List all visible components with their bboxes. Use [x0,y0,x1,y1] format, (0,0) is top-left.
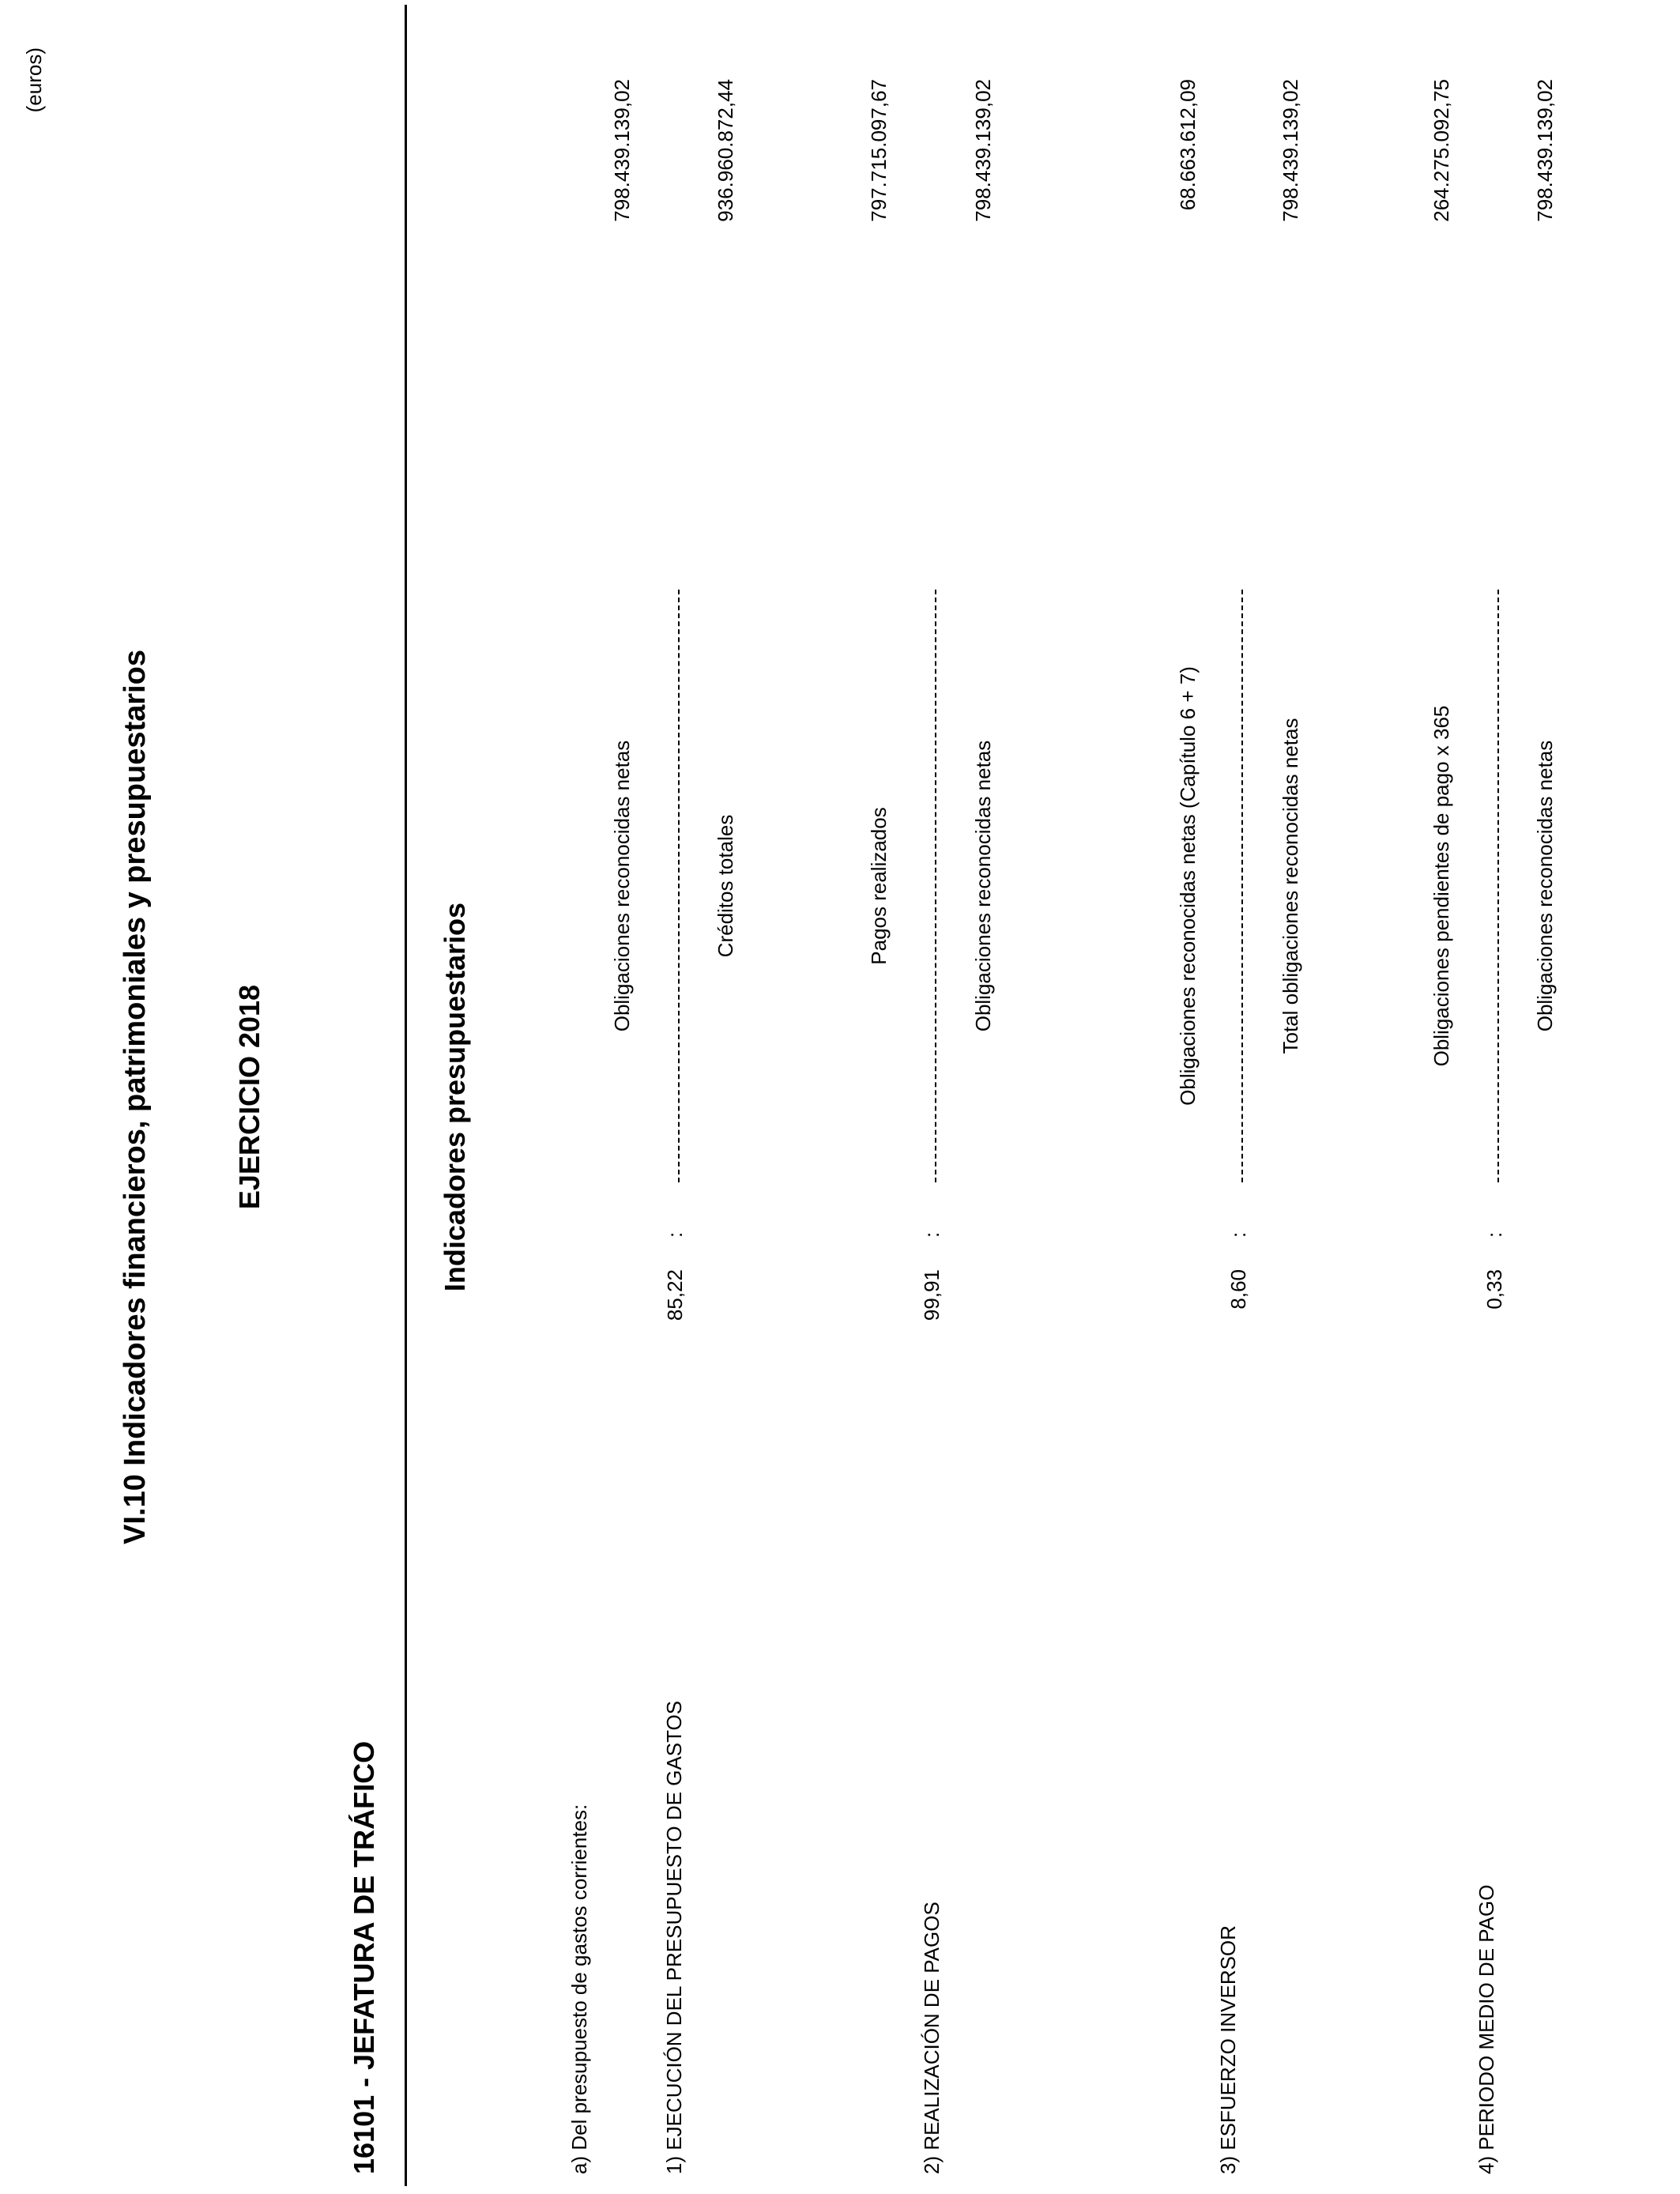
denominator-text: Total obligaciones reconocidas netas [1279,718,1302,1054]
document-title: VI.10 Indicadores financieros, patrimoniales y presupuestarios [119,650,152,1544]
denominator-amount: 798.439.139,02 [1279,79,1302,222]
denominator-amount: 798.439.139,02 [1533,79,1557,222]
numerator-amount: 264.275.092,75 [1430,79,1453,222]
indicator-colon: : [663,1231,687,1238]
numerator-amount: 797.715.097,67 [867,79,891,222]
fraction-line [678,590,680,1182]
numerator-amount: 68.663.612,09 [1176,79,1200,211]
indicator-value: 8,60 [1226,1269,1250,1310]
header-divider [405,5,407,2186]
indicator-label: 2) REALIZACIÓN DE PAGOS [920,1902,944,2174]
denominator-text: Créditos totales [714,814,737,958]
numerator-text: Obligaciones reconocidas netas (Capítulo 6 + 7) [1176,666,1200,1106]
indicator-value: 0,33 [1482,1269,1506,1310]
indicator-colon: : [920,1231,944,1238]
numerator-amount: 798.439.139,02 [610,79,634,222]
numerator-text: Pagos realizados [867,807,891,965]
denominator-text: Obligaciones reconocidas netas [1533,740,1557,1032]
fraction-line [935,590,936,1182]
section-title: Indicadores presupuestarios [439,902,471,1292]
indicator-label: 1) EJECUCIÓN DEL PRESUPUESTO DE GASTOS [662,1700,686,2174]
denominator-amount: 936.960.872,44 [714,79,737,222]
fraction-line [1241,590,1243,1182]
denominator-text: Obligaciones reconocidas netas [971,740,995,1032]
fraction-line [1497,590,1499,1182]
numerator-text: Obligaciones reconocidas netas [610,740,634,1032]
denominator-amount: 798.439.139,02 [971,79,995,222]
indicator-colon: : [1482,1231,1506,1238]
section-subtitle: a) Del presupuesto de gastos corrientes: [567,1804,591,2174]
indicator-value: 85,22 [663,1269,687,1321]
units-label: (euros) [22,47,46,113]
numerator-text: Obligaciones pendientes de pago x 365 [1430,705,1453,1067]
indicator-label: 4) PERIODO MEDIO DE PAGO [1475,1884,1498,2174]
indicator-colon: : [1226,1231,1250,1238]
exercise-title: EJERCICIO 2018 [233,984,266,1210]
indicator-value: 99,91 [920,1269,944,1321]
indicator-label: 3) ESFUERZO INVERSOR [1216,1925,1240,2174]
entity-title: 16101 - JEFATURA DE TRÁFICO [348,1740,380,2174]
